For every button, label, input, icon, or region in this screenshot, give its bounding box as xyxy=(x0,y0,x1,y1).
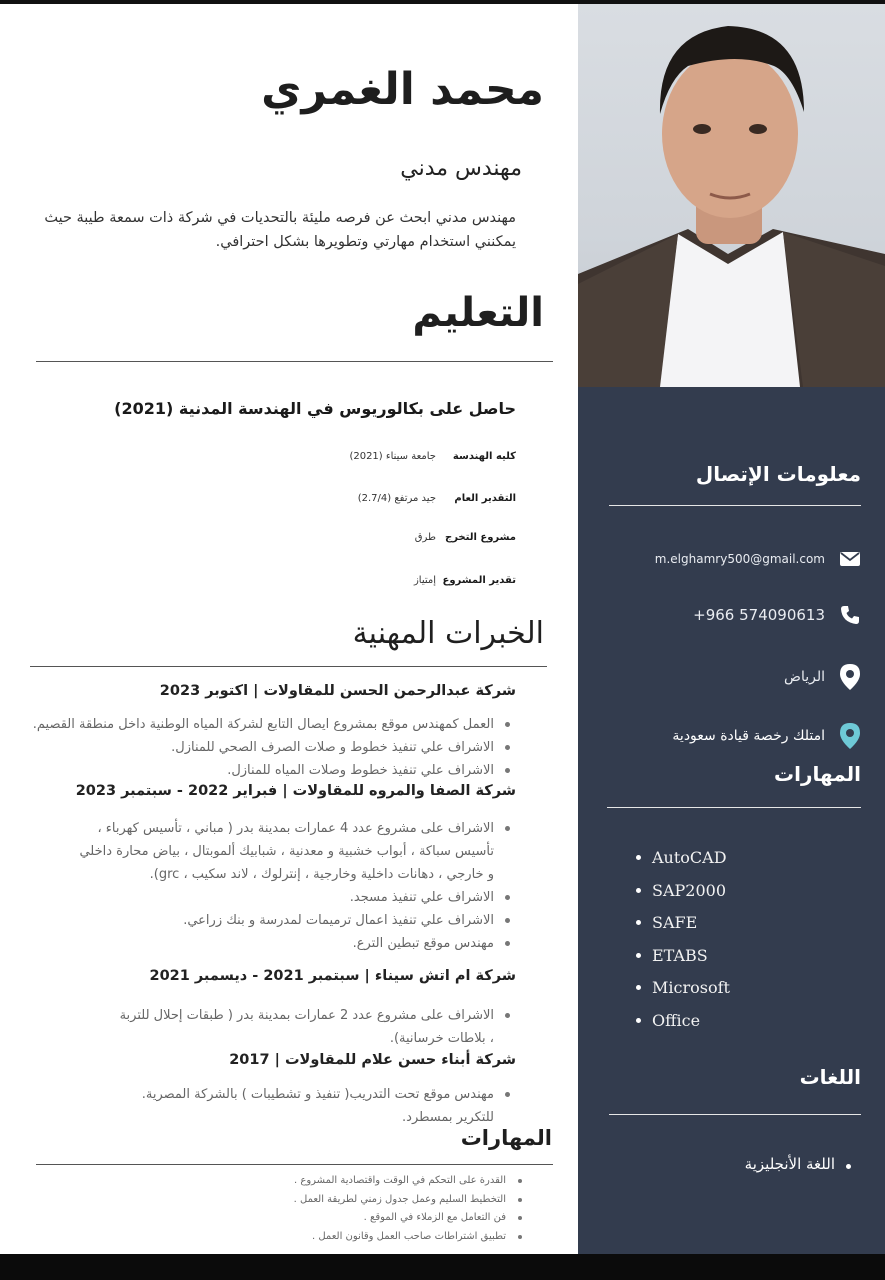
list-item: SAP2000 xyxy=(636,875,730,908)
experience-divider xyxy=(30,666,547,667)
contact-city xyxy=(609,663,861,691)
job-bullets xyxy=(136,1083,516,1129)
envelope-icon xyxy=(839,548,861,570)
edu-row-project xyxy=(415,532,516,543)
edu-row-project-grade xyxy=(414,575,516,586)
profile-photo xyxy=(578,4,885,387)
education-title: التعليم xyxy=(412,290,544,336)
list-item: مهندس موقع تبطين الترع. xyxy=(76,932,516,955)
edu-row-faculty xyxy=(349,451,516,462)
sidebar-skills-divider xyxy=(607,807,861,808)
contact-divider xyxy=(609,505,861,506)
list-item: مهندس موقع تحت التدريب( تنفيذ و تشطيبات ) بالشركة المصرية. للتكرير بمسطرد. xyxy=(136,1083,516,1129)
map-pin-accent-icon xyxy=(839,725,861,747)
contact-title: معلومات الإتصال xyxy=(695,462,861,486)
sidebar xyxy=(578,387,885,1254)
edu-label: التقدير العام xyxy=(454,493,516,504)
skills-main-list xyxy=(128,1172,528,1246)
contact-email[interactable] xyxy=(609,545,861,573)
edu-label: كليه الهندسة xyxy=(452,451,516,462)
sidebar-skills-list xyxy=(636,842,730,1037)
portrait-illustration xyxy=(578,4,885,387)
list-item: Office xyxy=(636,1005,730,1038)
main-column xyxy=(0,4,578,1254)
experience-title: الخبرات المهنية xyxy=(352,616,544,651)
list-item: الاشراف على مشروع عدد 2 عمارات بمدينة بدر ( طبقات إحلال للتربة ، بلاطات خرسانية). xyxy=(116,1004,516,1050)
edu-value: طرق xyxy=(414,532,436,543)
edu-value: إمتياز xyxy=(413,575,436,586)
job-header: شركة عبدالرحمن الحسن للمقاولات | اكتوبر 2023 xyxy=(159,683,516,699)
list-item: العمل كمهندس موقع بمشروع ايصال التابع لشركة المياه الوطنية داخل منطقة القصيم. xyxy=(16,713,516,736)
license-text: امتلك رخصة قيادة سعودية xyxy=(672,728,825,744)
edu-label: مشروع التخرج xyxy=(444,532,516,543)
contact-license xyxy=(609,722,861,750)
list-item: التخطيط السليم وعمل جدول زمني لطريقة العمل . xyxy=(128,1191,528,1210)
list-item: SAFE xyxy=(636,907,730,940)
list-item: اللغة الأنجليزية xyxy=(745,1155,851,1173)
profile-summary: مهندس مدني ابحث عن فرصه مليئة بالتحديات في شركة ذات سمعة طيبة حيث يمكنني استخدام مهارتي وتطويرها بشكل احترافي. xyxy=(44,210,516,250)
edu-value: جامعة سيناء (2021) xyxy=(349,451,436,462)
edu-row-grade xyxy=(358,493,516,504)
phone-text[interactable]: +966 574090613 xyxy=(693,606,825,624)
job-bullets xyxy=(116,1004,516,1050)
list-item: الاشراف على مشروع عدد 4 عمارات بمدينة بدر ( مباني ، تأسيس كهرباء ، تأسيس سباكة ، أبواب خشبية و معدنية ، شبابيك ألموبتال ، بياض محارة داخلي و خارجي ، دهانات داخلية وخارجية ، إنترلوك ، لاند سكيب ، grc). xyxy=(76,817,516,886)
languages-list xyxy=(745,1155,851,1173)
edu-value: جيد مرتفع (2.7/4) xyxy=(357,493,436,504)
list-item: الاشراف علي تنفيذ مسجد. xyxy=(76,886,516,909)
list-item: AutoCAD xyxy=(636,842,730,875)
city-text: الرياض xyxy=(784,669,825,685)
bottom-bar xyxy=(0,1254,885,1280)
job-bullets xyxy=(76,817,516,955)
list-item: الاشراف علي تنفيذ خطوط وصلات المياه للمنازل. xyxy=(16,759,516,782)
phone-icon xyxy=(839,604,861,626)
list-item: ETABS xyxy=(636,940,730,973)
list-item: Microsoft xyxy=(636,972,730,1005)
map-pin-icon xyxy=(839,666,861,688)
email-text[interactable]: m.elghamry500@gmail.com xyxy=(654,552,825,566)
languages-title: اللغات xyxy=(799,1065,861,1089)
list-item: تطبيق اشتراطات صاحب العمل وقانون العمل . xyxy=(128,1228,528,1247)
list-item: فن التعامل مع الزملاء في الموقع . xyxy=(128,1209,528,1228)
list-item: الاشراف علي تنفيذ اعمال ترميمات لمدرسة و بنك زراعي. xyxy=(76,909,516,932)
candidate-name: محمد الغمري xyxy=(261,64,544,115)
job-header: شركة الصفا والمروه للمقاولات | فبراير 2022 - سبتمبر 2023 xyxy=(75,783,516,799)
job-header: شركة أبناء حسن علام للمقاولات | 2017 xyxy=(229,1052,516,1068)
sidebar-skills-title: المهارات xyxy=(774,762,861,786)
list-item: القدرة على التحكم في الوقت واقتصادية المشروع . xyxy=(128,1172,528,1191)
edu-label: تقدير المشروع xyxy=(442,575,516,586)
job-title: مهندس مدني xyxy=(400,156,522,181)
contact-phone[interactable] xyxy=(609,601,861,629)
degree-line: حاصل على بكالوريوس في الهندسة المدنية (2021) xyxy=(114,399,516,418)
list-item: الاشراف علي تنفيذ خطوط و صلات الصرف الصحي للمنازل. xyxy=(16,736,516,759)
education-divider xyxy=(36,361,553,362)
skills-main-title: المهارات xyxy=(460,1126,552,1150)
job-header: شركة ام اتش سيناء | سبتمبر 2021 - ديسمبر 2021 xyxy=(149,968,516,984)
resume-page xyxy=(0,4,885,1254)
languages-divider xyxy=(609,1114,861,1115)
skills-divider xyxy=(36,1164,553,1165)
job-bullets xyxy=(16,713,516,782)
